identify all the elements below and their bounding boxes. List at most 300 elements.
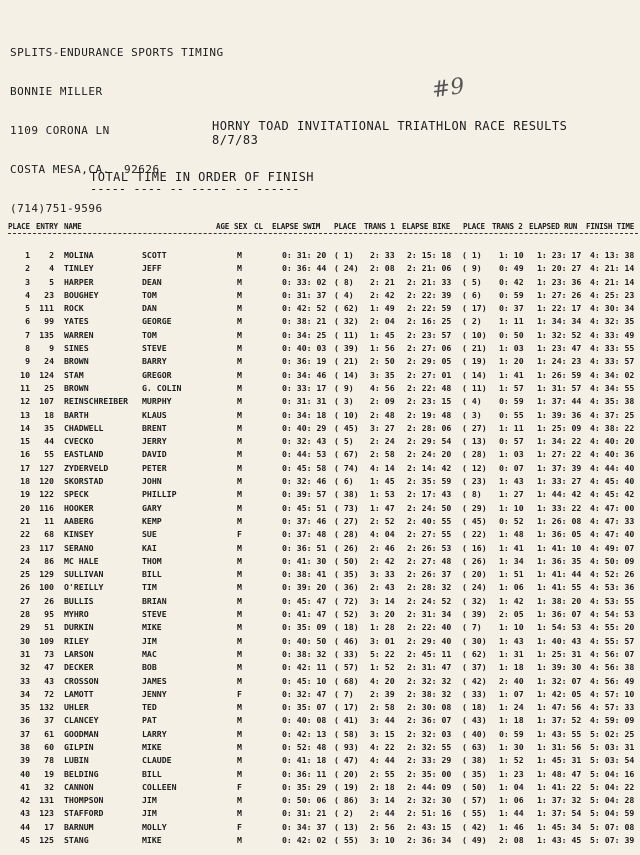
row-bike-place: ( 30) (462, 635, 487, 646)
table-row (0, 410, 640, 423)
row-place: 20 (20, 502, 30, 513)
row-bike-time: 2: 38: 32 (407, 688, 452, 699)
row-entry: 72 (44, 688, 54, 699)
row-place: 6 (25, 316, 30, 327)
row-place: 38 (20, 741, 30, 752)
row-bike-time: 2: 24: 20 (407, 449, 452, 460)
row-sex: F (237, 821, 242, 832)
row-run-time: 1: 41: 44 (537, 569, 582, 580)
row-swim-place: ( 45) (334, 422, 359, 433)
row-sex: M (237, 409, 242, 420)
row-swim-time: 0: 32: 46 (282, 476, 327, 487)
row-entry: 117 (39, 542, 54, 553)
row-trans1: 2: 58 (370, 449, 395, 460)
row-run-time: 1: 33: 22 (537, 502, 582, 513)
row-trans1: 3: 14 (370, 595, 395, 606)
row-last-name: BULLIS (64, 595, 94, 606)
row-finish: 4: 37: 25 (590, 409, 635, 420)
col-name: NAME (64, 222, 82, 231)
row-run-time: 1: 34: 22 (537, 436, 582, 447)
row-swim-time: 0: 35: 29 (282, 781, 327, 792)
row-last-name: SINES (64, 343, 89, 354)
row-last-name: O'REILLY (64, 582, 104, 593)
row-last-name: TINLEY (64, 263, 94, 274)
row-swim-place: ( 11) (334, 329, 359, 340)
row-bike-time: 2: 22: 39 (407, 289, 452, 300)
row-sex: M (237, 329, 242, 340)
row-place: 40 (20, 768, 30, 779)
row-finish: 4: 34: 55 (590, 382, 635, 393)
row-swim-time: 0: 42: 11 (282, 662, 327, 673)
row-bike-place: ( 23) (462, 476, 487, 487)
row-trans1: 2: 21 (370, 276, 395, 287)
row-place: 2 (25, 263, 30, 274)
row-swim-place: ( 14) (334, 369, 359, 380)
table-row (0, 556, 640, 569)
row-first-name: BILL (142, 768, 162, 779)
section-underline: ----- ---- -- ----- -- ------ (90, 182, 300, 196)
row-run-time: 1: 32: 07 (537, 675, 582, 686)
row-trans1: 2: 08 (370, 263, 395, 274)
row-sex: M (237, 569, 242, 580)
row-sex: M (237, 622, 242, 633)
row-last-name: LUBIN (64, 755, 89, 766)
row-trans2: 1: 46 (499, 821, 524, 832)
row-trans1: 2: 42 (370, 555, 395, 566)
row-swim-place: ( 7) (334, 688, 354, 699)
row-last-name: GILPIN (64, 741, 94, 752)
row-entry: 17 (44, 821, 54, 832)
row-trans1: 2: 43 (370, 582, 395, 593)
row-trans1: 3: 44 (370, 715, 395, 726)
row-first-name: JAMES (142, 675, 167, 686)
row-bike-time: 2: 16: 25 (407, 316, 452, 327)
row-entry: 124 (39, 369, 54, 380)
row-bike-place: ( 49) (462, 835, 487, 846)
row-trans1: 2: 56 (370, 821, 395, 832)
row-entry: 47 (44, 662, 54, 673)
row-swim-place: ( 4) (334, 289, 354, 300)
row-bike-time: 2: 40: 55 (407, 515, 452, 526)
row-bike-place: ( 8) (462, 489, 482, 500)
row-finish: 4: 21: 14 (590, 263, 635, 274)
row-swim-time: 0: 36: 51 (282, 542, 327, 553)
row-swim-time: 0: 42: 52 (282, 303, 327, 314)
row-run-time: 1: 36: 07 (537, 609, 582, 620)
row-finish: 4: 40: 20 (590, 436, 635, 447)
row-sex: M (237, 316, 242, 327)
row-place: 4 (25, 289, 30, 300)
row-entry: 19 (44, 768, 54, 779)
row-entry: 109 (39, 635, 54, 646)
row-swim-place: ( 35) (334, 569, 359, 580)
row-bike-time: 2: 26: 37 (407, 569, 452, 580)
row-swim-place: ( 9) (334, 382, 354, 393)
row-finish: 4: 33: 57 (590, 356, 635, 367)
row-place: 34 (20, 688, 30, 699)
row-swim-place: ( 46) (334, 635, 359, 646)
row-first-name: MIKE (142, 835, 162, 846)
row-finish: 4: 33: 49 (590, 329, 635, 340)
row-entry: 32 (44, 781, 54, 792)
row-sex: M (237, 250, 242, 260)
row-bike-place: ( 14) (462, 369, 487, 380)
table-row (0, 423, 640, 436)
row-first-name: STEVE (142, 609, 167, 620)
row-trans1: 4: 14 (370, 462, 395, 473)
row-run-time: 1: 41: 55 (537, 582, 582, 593)
row-bike-place: ( 62) (462, 648, 487, 659)
row-run-time: 1: 40: 43 (537, 635, 582, 646)
row-swim-time: 0: 36: 11 (282, 768, 327, 779)
row-swim-place: ( 10) (334, 409, 359, 420)
row-run-time: 1: 33: 27 (537, 476, 582, 487)
row-last-name: STANG (64, 835, 89, 846)
row-entry: 2 (49, 250, 54, 260)
row-last-name: STAM (64, 369, 84, 380)
row-finish: 5: 03: 54 (590, 755, 635, 766)
row-swim-time: 0: 35: 07 (282, 702, 327, 713)
table-row (0, 795, 640, 808)
timer-letterhead (10, 20, 224, 241)
row-last-name: MC HALE (64, 555, 99, 566)
row-bike-place: ( 50) (462, 781, 487, 792)
row-bike-time: 2: 22: 59 (407, 303, 452, 314)
row-entry: 55 (44, 449, 54, 460)
row-trans2: 0: 57 (499, 436, 524, 447)
row-bike-place: ( 33) (462, 688, 487, 699)
row-run-time: 1: 26: 08 (537, 515, 582, 526)
row-swim-time: 0: 40: 03 (282, 343, 327, 354)
table-row (0, 543, 640, 556)
table-row (0, 782, 640, 795)
row-bike-time: 2: 44: 09 (407, 781, 452, 792)
row-bike-place: ( 55) (462, 808, 487, 819)
table-row (0, 489, 640, 502)
row-place: 44 (20, 821, 30, 832)
row-trans2: 1: 06 (499, 795, 524, 806)
header-rule (8, 233, 638, 234)
row-bike-place: ( 11) (462, 382, 487, 393)
row-bike-time: 2: 51: 16 (407, 808, 452, 819)
row-first-name: KLAUS (142, 409, 167, 420)
row-swim-time: 0: 41: 47 (282, 609, 327, 620)
table-row (0, 316, 640, 329)
table-row (0, 370, 640, 383)
row-sex: F (237, 781, 242, 792)
row-place: 9 (25, 356, 30, 367)
row-run-time: 1: 45: 34 (537, 821, 582, 832)
table-row (0, 689, 640, 702)
row-trans1: 2: 50 (370, 356, 395, 367)
row-trans2: 1: 10 (499, 250, 524, 260)
row-bike-time: 2: 28: 06 (407, 422, 452, 433)
row-sex: F (237, 529, 242, 540)
row-swim-place: ( 3) (334, 396, 354, 407)
row-run-time: 1: 31: 56 (537, 741, 582, 752)
row-run-time: 1: 39: 36 (537, 409, 582, 420)
row-last-name: EASTLAND (64, 449, 104, 460)
row-last-name: RILEY (64, 635, 89, 646)
row-swim-place: ( 39) (334, 343, 359, 354)
row-trans2: 0: 52 (499, 515, 524, 526)
row-run-time: 1: 24: 23 (537, 356, 582, 367)
table-row (0, 702, 640, 715)
row-trans2: 1: 03 (499, 449, 524, 460)
row-trans2: 1: 41 (499, 542, 524, 553)
row-bike-time: 2: 36: 34 (407, 835, 452, 846)
row-trans2: 0: 59 (499, 396, 524, 407)
row-first-name: PHILLIP (142, 489, 177, 500)
row-last-name: SKORSTAD (64, 476, 104, 487)
row-trans1: 3: 10 (370, 835, 395, 846)
row-entry: 26 (44, 595, 54, 606)
row-trans2: 1: 10 (499, 622, 524, 633)
row-finish: 4: 55: 20 (590, 622, 635, 633)
row-finish: 4: 21: 14 (590, 276, 635, 287)
row-swim-place: ( 72) (334, 595, 359, 606)
row-run-time: 1: 47: 56 (537, 702, 582, 713)
row-sex: M (237, 715, 242, 726)
row-place: 12 (20, 396, 30, 407)
row-bike-time: 2: 28: 32 (407, 582, 452, 593)
row-swim-time: 0: 33: 17 (282, 382, 327, 393)
row-bike-time: 2: 35: 59 (407, 476, 452, 487)
row-bike-time: 2: 15: 18 (407, 250, 452, 260)
row-entry: 5 (49, 276, 54, 287)
row-trans2: 1: 18 (499, 662, 524, 673)
row-first-name: TIM (142, 582, 157, 593)
row-swim-time: 0: 34: 37 (282, 821, 327, 832)
row-trans2: 0: 49 (499, 263, 524, 274)
row-run-time: 1: 44: 42 (537, 489, 582, 500)
row-trans1: 4: 04 (370, 529, 395, 540)
row-swim-place: ( 28) (334, 529, 359, 540)
row-last-name: MOLINA (64, 250, 94, 260)
race-title: HORNY TOAD INVITATIONAL TRIATHLON RACE RESULTS (212, 119, 568, 133)
row-swim-place: ( 57) (334, 662, 359, 673)
row-place: 18 (20, 476, 30, 487)
row-finish: 4: 44: 40 (590, 462, 635, 473)
row-last-name: BARTH (64, 409, 89, 420)
row-bike-place: ( 17) (462, 303, 487, 314)
row-trans2: 0: 59 (499, 728, 524, 739)
row-swim-time: 0: 36: 19 (282, 356, 327, 367)
row-place: 27 (20, 595, 30, 606)
row-sex: M (237, 449, 242, 460)
row-first-name: GEORGE (142, 316, 172, 327)
row-trans1: 2: 18 (370, 781, 395, 792)
row-sex: M (237, 356, 242, 367)
row-sex: M (237, 662, 242, 673)
row-finish: 4: 34: 02 (590, 369, 635, 380)
row-first-name: JIM (142, 795, 157, 806)
row-bike-time: 2: 30: 08 (407, 702, 452, 713)
row-first-name: SCOTT (142, 250, 167, 260)
table-row (0, 436, 640, 449)
row-swim-place: ( 58) (334, 728, 359, 739)
row-trans1: 1: 56 (370, 343, 395, 354)
table-row (0, 263, 640, 276)
row-place: 17 (20, 462, 30, 473)
row-run-time: 1: 37: 44 (537, 396, 582, 407)
row-trans2: 1: 51 (499, 569, 524, 580)
row-entry: 122 (39, 489, 54, 500)
row-sex: M (237, 542, 242, 553)
row-bike-place: ( 42) (462, 821, 487, 832)
row-sex: M (237, 276, 242, 287)
row-last-name: SULLIVAN (64, 569, 104, 580)
row-finish: 4: 54: 53 (590, 609, 635, 620)
row-entry: 86 (44, 555, 54, 566)
row-first-name: DEAN (142, 276, 162, 287)
row-place: 13 (20, 409, 30, 420)
row-swim-place: ( 26) (334, 542, 359, 553)
row-last-name: STAFFORD (64, 808, 104, 819)
row-run-time: 1: 25: 09 (537, 422, 582, 433)
row-entry: 111 (39, 303, 54, 314)
row-swim-place: ( 17) (334, 702, 359, 713)
row-first-name: LARRY (142, 728, 167, 739)
row-run-time: 1: 42: 05 (537, 688, 582, 699)
row-last-name: YATES (64, 316, 89, 327)
row-finish: 5: 03: 31 (590, 741, 635, 752)
row-run-time: 1: 41: 10 (537, 542, 582, 553)
col-entry: ENTRY (36, 222, 58, 231)
row-swim-time: 0: 42: 13 (282, 728, 327, 739)
row-swim-place: ( 8) (334, 276, 354, 287)
table-row (0, 303, 640, 316)
row-place: 16 (20, 449, 30, 460)
row-bike-place: ( 26) (462, 555, 487, 566)
row-trans2: 0: 55 (499, 409, 524, 420)
row-entry: 95 (44, 609, 54, 620)
row-finish: 4: 33: 55 (590, 343, 635, 354)
row-first-name: MAC (142, 648, 157, 659)
table-row (0, 835, 640, 848)
row-swim-time: 0: 35: 09 (282, 622, 327, 633)
row-bike-place: ( 40) (462, 728, 487, 739)
row-swim-time: 0: 38: 21 (282, 316, 327, 327)
row-trans2: 1: 11 (499, 422, 524, 433)
row-trans1: 2: 48 (370, 409, 395, 420)
row-first-name: BRIAN (142, 595, 167, 606)
row-first-name: BRENT (142, 422, 167, 433)
row-first-name: DAN (142, 303, 157, 314)
row-entry: 135 (39, 329, 54, 340)
row-finish: 4: 47: 40 (590, 529, 635, 540)
row-sex: M (237, 289, 242, 300)
row-swim-place: ( 2) (334, 808, 354, 819)
row-entry: 73 (44, 648, 54, 659)
row-sex: M (237, 755, 242, 766)
row-swim-time: 0: 50: 06 (282, 795, 327, 806)
row-last-name: MYHRO (64, 609, 89, 620)
row-first-name: MIKE (142, 622, 162, 633)
row-finish: 4: 32: 35 (590, 316, 635, 327)
row-trans2: 1: 20 (499, 356, 524, 367)
row-bike-time: 2: 21: 33 (407, 276, 452, 287)
col-class: CL (254, 222, 263, 231)
row-trans1: 3: 14 (370, 795, 395, 806)
row-last-name: UHLER (64, 702, 89, 713)
row-entry: 43 (44, 675, 54, 686)
row-swim-time: 0: 34: 46 (282, 369, 327, 380)
row-place: 32 (20, 662, 30, 673)
row-place: 22 (20, 529, 30, 540)
row-bike-place: ( 35) (462, 768, 487, 779)
row-bike-place: ( 32) (462, 595, 487, 606)
row-last-name: CHADWELL (64, 422, 104, 433)
row-first-name: GARY (142, 502, 162, 513)
row-bike-place: ( 57) (462, 795, 487, 806)
handwritten-page-number: #9 (430, 73, 467, 104)
row-trans2: 1: 48 (499, 529, 524, 540)
col-elapse-swim: ELAPSE SWIM (272, 222, 321, 231)
row-bike-place: ( 39) (462, 609, 487, 620)
col-elapsed-run: ELAPSED RUN (529, 222, 578, 231)
row-place: 29 (20, 622, 30, 633)
row-swim-place: ( 1) (334, 250, 354, 260)
table-row (0, 769, 640, 782)
row-place: 31 (20, 648, 30, 659)
row-swim-place: ( 50) (334, 555, 359, 566)
row-entry: 78 (44, 755, 54, 766)
row-swim-place: ( 6) (334, 476, 354, 487)
row-entry: 24 (44, 356, 54, 367)
row-last-name: LARSON (64, 648, 94, 659)
row-sex: M (237, 489, 242, 500)
row-swim-place: ( 47) (334, 755, 359, 766)
row-place: 11 (20, 382, 30, 393)
row-swim-time: 0: 40: 29 (282, 422, 327, 433)
row-trans2: 1: 11 (499, 316, 524, 327)
row-trans1: 3: 35 (370, 369, 395, 380)
table-row (0, 742, 640, 755)
row-trans2: 1: 24 (499, 702, 524, 713)
row-swim-time: 0: 39: 57 (282, 489, 327, 500)
row-bike-time: 2: 32: 32 (407, 675, 452, 686)
row-swim-place: ( 74) (334, 462, 359, 473)
row-run-time: 1: 23: 47 (537, 343, 582, 354)
table-row (0, 277, 640, 290)
row-trans1: 2: 04 (370, 316, 395, 327)
row-finish: 4: 47: 33 (590, 515, 635, 526)
row-first-name: PAT (142, 715, 157, 726)
table-row (0, 516, 640, 529)
row-trans1: 4: 56 (370, 382, 395, 393)
row-swim-place: ( 24) (334, 263, 359, 274)
row-entry: 35 (44, 422, 54, 433)
row-bike-place: ( 13) (462, 436, 487, 447)
row-trans1: 2: 44 (370, 808, 395, 819)
row-bike-time: 2: 17: 43 (407, 489, 452, 500)
row-bike-time: 2: 29: 05 (407, 356, 452, 367)
row-bike-place: ( 27) (462, 422, 487, 433)
row-last-name: HARPER (64, 276, 94, 287)
row-entry: 37 (44, 715, 54, 726)
row-finish: 4: 53: 36 (590, 582, 635, 593)
row-bike-time: 2: 31: 34 (407, 609, 452, 620)
row-run-time: 1: 37: 52 (537, 715, 582, 726)
row-finish: 4: 25: 23 (590, 289, 635, 300)
row-place: 30 (20, 635, 30, 646)
row-place: 26 (20, 582, 30, 593)
row-trans2: 1: 34 (499, 555, 524, 566)
row-bike-time: 2: 27: 55 (407, 529, 452, 540)
row-entry: 100 (39, 582, 54, 593)
row-trans1: 3: 20 (370, 609, 395, 620)
